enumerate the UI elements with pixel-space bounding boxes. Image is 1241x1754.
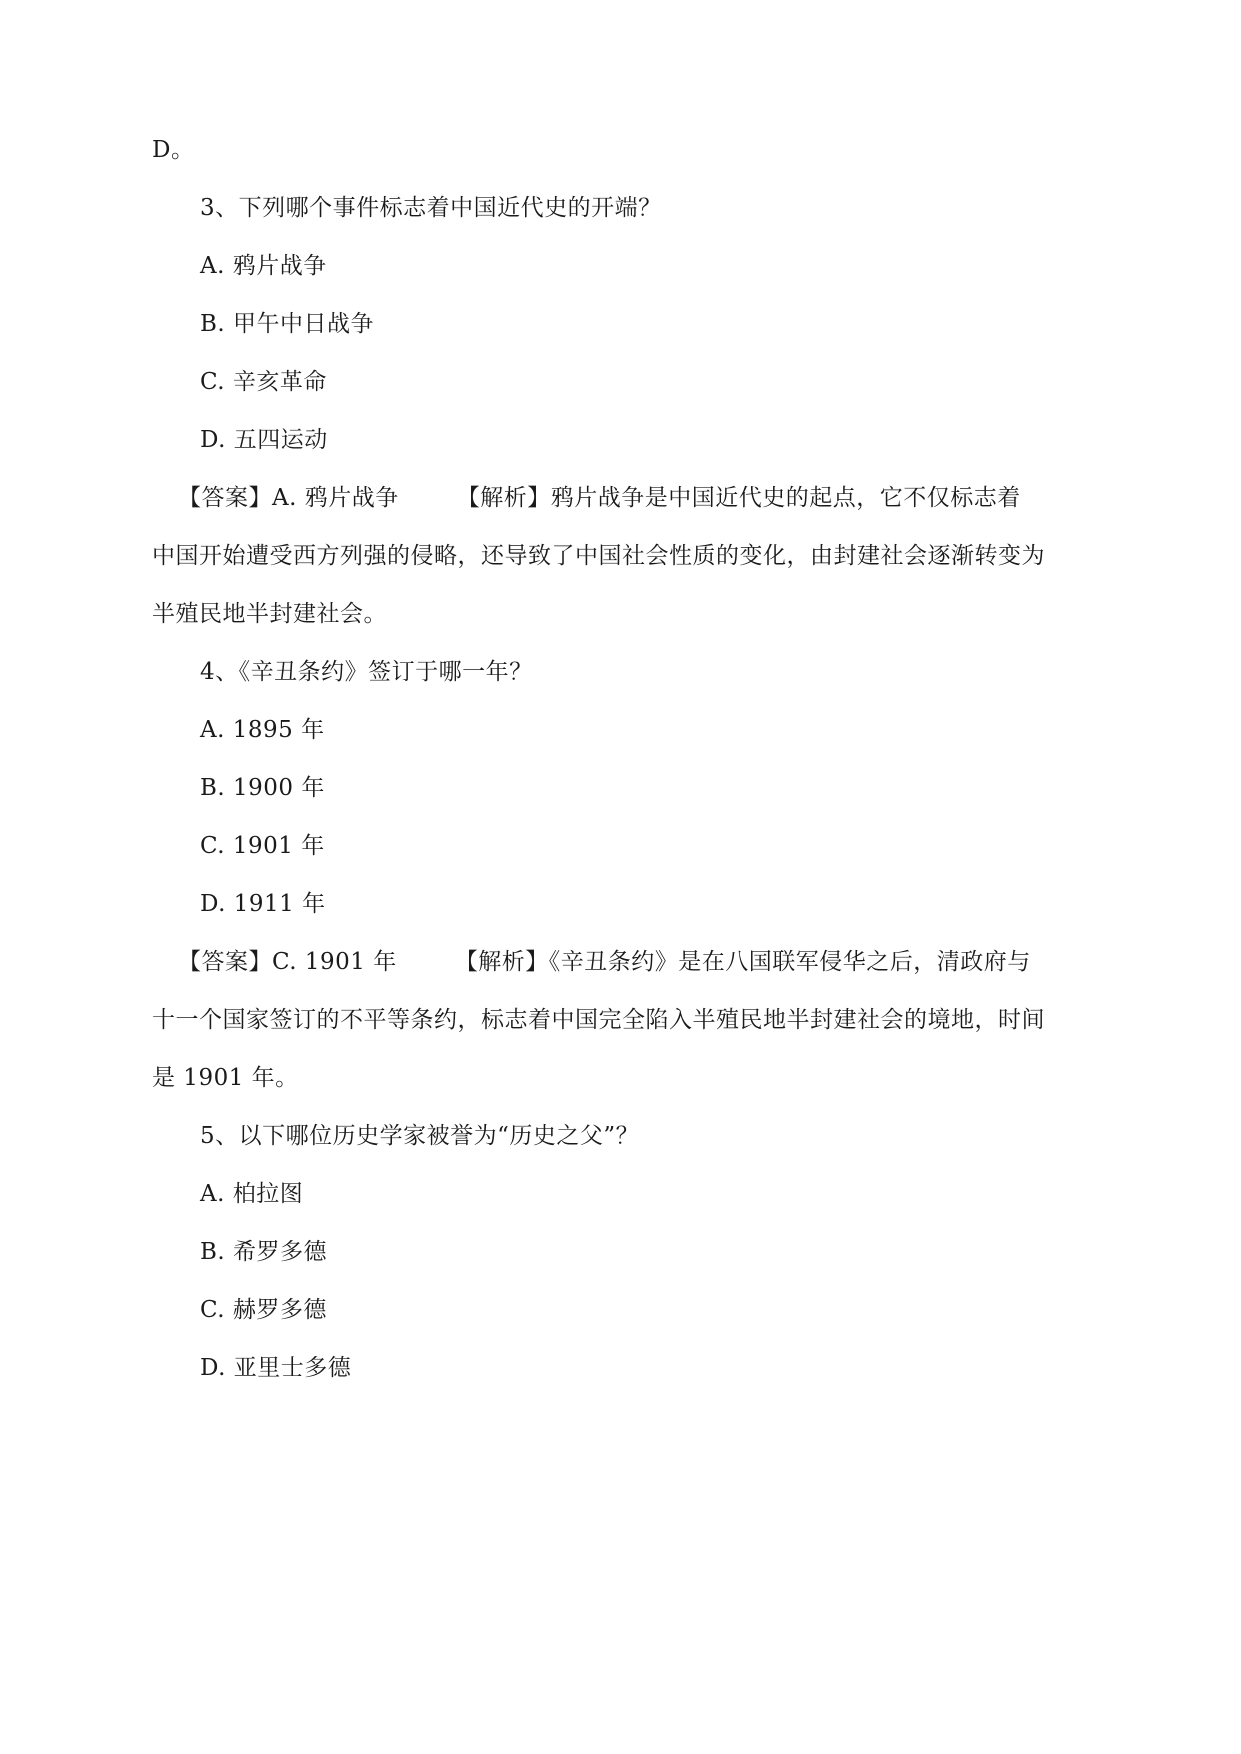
question-4-option-a: A. 1895 年	[200, 717, 325, 743]
question-3-option-c: C. 辛亥革命	[200, 369, 327, 395]
question-3-answer-row	[178, 483, 1021, 513]
question-4-analysis-line-3: 是 1901 年。	[152, 1065, 299, 1091]
question-5-option-d: D. 亚里士多德	[200, 1355, 352, 1381]
question-4-analysis-line-2: 十一个国家签订的不平等条约，标志着中国完全陷入半殖民地半封建社会的境地，时间	[152, 1007, 1045, 1033]
question-4-option-b: B. 1900 年	[200, 775, 325, 801]
question-5-option-a: A. 柏拉图	[200, 1181, 304, 1207]
question-4-option-d: D. 1911 年	[200, 891, 326, 917]
question-5-option-b: B. 希罗多德	[200, 1239, 328, 1265]
question-3-option-d: D. 五四运动	[200, 427, 328, 453]
question-5-prompt: 5、以下哪位历史学家被誉为“历史之父”？	[200, 1123, 640, 1149]
question-3-analysis-line-1: 【解析】鸦片战争是中国近代史的起点，它不仅标志着	[456, 485, 1021, 511]
question-3-prompt: 3、下列哪个事件标志着中国近代史的开端？	[200, 195, 662, 221]
question-3-option-b: B. 甲午中日战争	[200, 311, 375, 337]
question-3-answer: 【答案】A. 鸦片战争	[178, 485, 399, 511]
question-3-analysis-line-3: 半殖民地半封建社会。	[152, 601, 387, 627]
question-4-analysis-line-1: 【解析】《辛丑条约》是在八国联军侵华之后，清政府与	[454, 949, 1031, 975]
question-4-option-c: C. 1901 年	[200, 833, 325, 859]
question-4-prompt: 4、《辛丑条约》签订于哪一年？	[200, 659, 533, 685]
question-5-option-c: C. 赫罗多德	[200, 1297, 327, 1323]
question-4-answer-row	[178, 947, 1031, 977]
question-3-analysis-line-2: 中国开始遭受西方列强的侵略，还导致了中国社会性质的变化，由封建社会逐渐转变为	[152, 543, 1045, 569]
previous-answer-fragment: D。	[152, 137, 195, 163]
question-3-option-a: A. 鸦片战争	[200, 253, 327, 279]
question-4-answer: 【答案】C. 1901 年	[178, 949, 397, 975]
